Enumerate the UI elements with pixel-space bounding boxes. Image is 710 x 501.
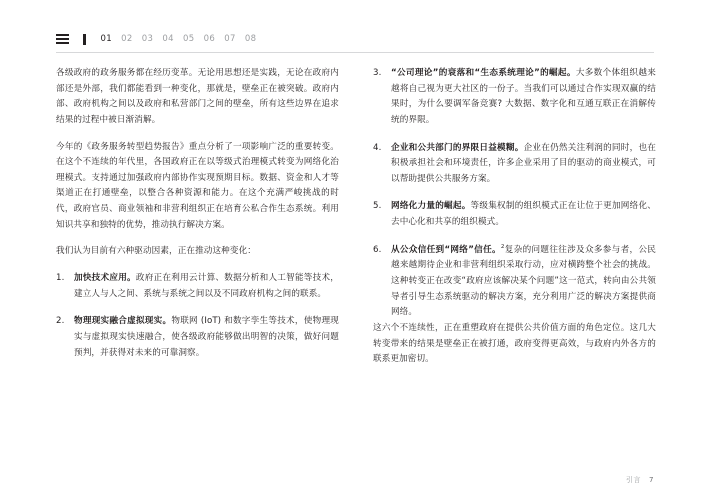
list-item-lead: “公司理论”的衰落和“生态系统理论”的崛起。: [391, 68, 576, 78]
list-item: [373, 66, 656, 129]
nav-item-03[interactable]: 03: [141, 34, 154, 44]
nav-item-01[interactable]: 01: [100, 34, 113, 44]
list-item: [373, 141, 656, 188]
list-item-lead: 企业和公共部门的界限日益模糊。: [391, 142, 524, 153]
nav-item-05[interactable]: 05: [183, 34, 195, 44]
nav-item-08[interactable]: 08: [244, 34, 257, 44]
page-footer: [626, 475, 654, 485]
nav-item-04[interactable]: 04: [162, 34, 174, 44]
nav-item-07[interactable]: 07: [224, 34, 236, 44]
list-item-lead: 网络化力量的崛起。: [391, 201, 471, 212]
nav-item-06[interactable]: 06: [203, 34, 216, 44]
list-item-lead: 加快技术应用。: [74, 273, 136, 284]
paragraph-text: 这六个不连续性，正在重塑政府在提供公共价值方面的角色定位。这几大转变带来的结果是壁垒正在被打通，政府变得更高效，与政府内外各方的联系更加密切。: [373, 322, 656, 365]
list-item: [373, 199, 656, 230]
section-nav[interactable]: [101, 34, 257, 44]
list-item-text: 物联网 (IoT) 和数字孪生等技术，使物理现实与虚拟现实快速融合，使各级政府能够做出明智的决策，做好问题预判，并获得对未来的可靠洞察。: [74, 316, 339, 358]
paragraph: [56, 140, 339, 234]
list-item-text: 政府正在利用云计算、数据分析和人工智能等技术，建立人与人之间、系统与系统之间以及不同政府机构之间的联系。: [74, 273, 339, 299]
left-column: [56, 66, 339, 461]
list-item-text: 等级集权制的组织模式正在让位于更加网络化、去中心化和共享的组织模式。: [391, 201, 656, 228]
paragraph-text: 今年的《政务服务转型趋势报告》重点分析了一项影响广泛的重要转变。在这个不连续的年代里，各国政府正在以等级式治理模式转变为网络化治理模式。支持通过加强政府内部协作实现预期目标。数据、资金和人才等渠道正在打通壁垒，以整合各种资源和能力。在这个充满严峻挑战的时代，政府官员、商业领袖和非营利组织正在培育公私合作生态系统。利用知识共享和独特的优势，推动执行解决方案。: [56, 141, 339, 230]
content-columns: [56, 66, 654, 461]
page-header: [56, 28, 654, 50]
list-item: [56, 271, 339, 302]
drivers-list-right: [373, 66, 656, 321]
list-item-text: 大多数个体组织越来越将自己视为更大社区的一份子。当我们可以通过合作实现双赢的结果时，为什么要调军备竞赛? 大数据、数字化和互通互联正在消解传统的界限。: [391, 68, 656, 125]
footer-label: 引言: [626, 476, 642, 484]
list-item-text: 复杂的问题往往涉及众多参与者，公民越来越期待企业和非营利组织采取行动，应对横跨整个社会的挑战。这种转变正在改变“政府应该解决某个问题”这一范式，转向由公共领导者引导生态系统驱动的解决方案，充分利用广泛的解决方案提供商网络。: [391, 244, 656, 318]
list-item-lead: 物理现实融合虚拟现实。: [74, 316, 172, 327]
header-divider: [56, 52, 654, 53]
current-page-marker-icon: [83, 34, 86, 45]
nav-item-02[interactable]: 02: [121, 34, 133, 44]
list-item-text: 企业在仍然关注利润的同时，也在积极承担社会和环境责任，许多企业采用了目的驱动的商业模式，可以帮助提供公共服务方案。: [391, 142, 656, 184]
paragraph: [56, 66, 339, 129]
paragraph: [56, 244, 339, 260]
right-column: [373, 66, 656, 461]
footnote-marker: 2: [500, 243, 505, 250]
paragraph: [373, 321, 656, 368]
drivers-list-left: [56, 271, 339, 361]
list-item-lead: 从公众信任到“网络”信任。: [391, 244, 501, 255]
page-number: 7: [649, 476, 654, 484]
paragraph-text: 我们认为目前有六种驱动因素，正在推动这种变化：: [56, 246, 256, 257]
list-item: [56, 314, 339, 361]
list-item: [373, 243, 656, 321]
paragraph-text: 各级政府的政务服务都在经历变革。无论用思想还是实践，无论在政府内部还是外部，我们都能看到一种变化，那就是，壁垒正在被突破。政府内部、政府机构之间以及政府和私营部门之间的壁垒，所有这些边界在追求结果的过程中被日渐消解。: [56, 68, 339, 125]
hamburger-menu-icon[interactable]: [56, 34, 69, 44]
